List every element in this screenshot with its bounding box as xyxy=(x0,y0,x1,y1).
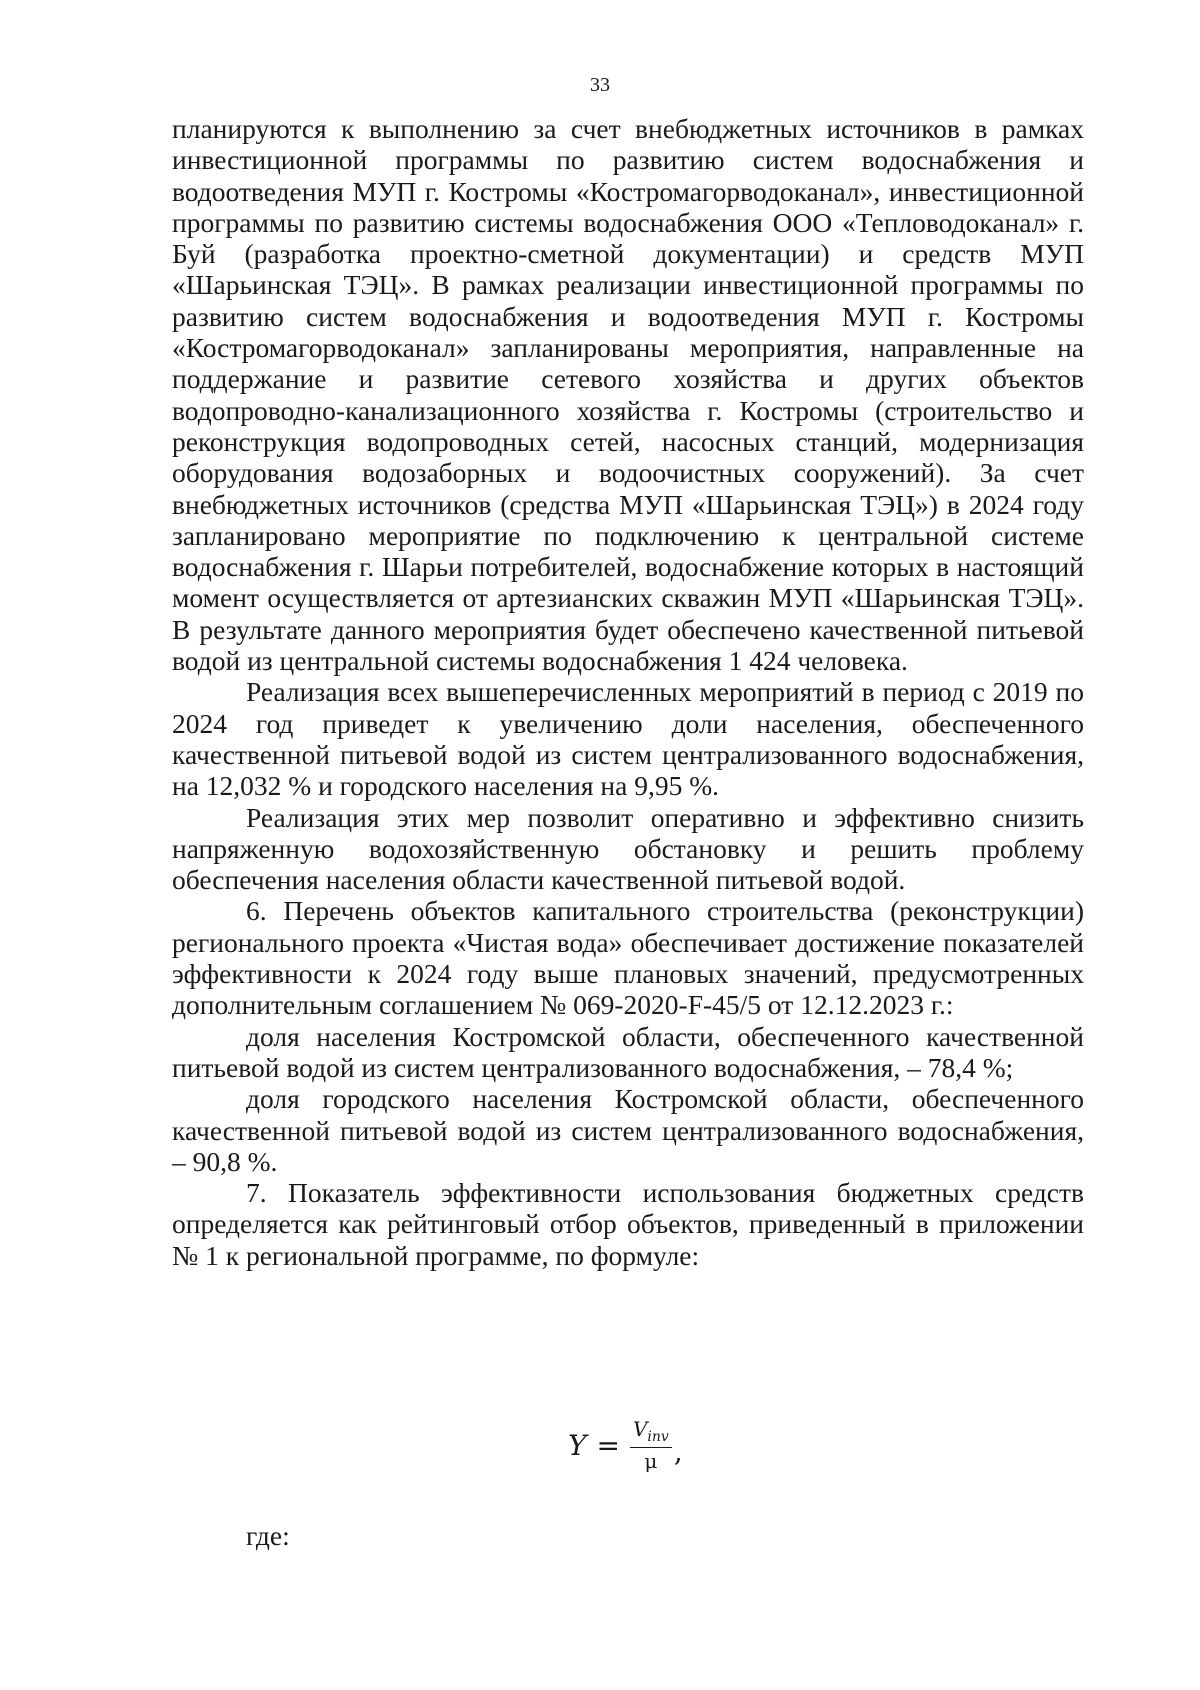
formula-denominator: μ xyxy=(644,1449,658,1474)
formula-trailing-comma: , xyxy=(673,1435,683,1469)
formula-fraction xyxy=(630,1418,672,1472)
paragraph-indicator-region: доля населения Костромской области, обеспеченного качественной питьевой водой из систем централизованного водоснабжения, – 78,4 %; xyxy=(172,1020,1084,1083)
paragraph-item-6: 6. Перечень объектов капитального строительства (реконструкции) регионального проекта «Чистая вода» обеспечивает достижение показателей эффективности к 2024 году выше плановых значений, предусмотренных дополнительным соглашением № 069-2020-F-45/5 от 12.12.2023 г.: xyxy=(172,895,1084,1021)
paragraph-item-7: 7. Показатель эффективности использования бюджетных средств определяется как рейтинговый отбор объектов, приведенный в приложении № 1 к региональной программе, по формуле: xyxy=(172,1177,1084,1271)
formula-numerator-symbol: V xyxy=(632,1417,648,1441)
body-text xyxy=(172,113,1084,1271)
paragraph-indicator-urban: доля городского населения Костромской области, обеспеченного качественной питьевой водой из систем централизованного водоснабжения, – 90,8 %. xyxy=(172,1083,1084,1177)
formula-lhs: Y xyxy=(568,1428,587,1462)
page-number: 33 xyxy=(590,74,610,96)
formula-numerator-subscript: inv xyxy=(647,1429,669,1445)
formula-equals: = xyxy=(596,1428,620,1462)
paragraph-continuation: планируются к выполнению за счет внебюджетных источников в рамках инвестиционной программы по развитию систем водоснабжения и водоотведения МУП г. Костромы «Костромагорводоканал», инвестиционной программы по развитию системы водоснабжения ООО «Тепловодоканал» г. Буй (разработка проектно-сметной документации) и средств МУП «Шарьинская ТЭЦ». В рамках реализации инвестиционной программы по развитию систем водоснабжения и водоотведения МУП г. Костромы «Костромагорводоканал» запланированы мероприятия, направленные на поддержание и развитие сетевого хозяйства и других объектов водопроводно-канализационного хозяйства г. Костромы (строительство и реконструкция водопроводных сетей, насосных станций, модернизация оборудования водозаборных и водоочистных сооружений). За счет внебюджетных источников (средства МУП «Шарьинская ТЭЦ») в 2024 году запланировано мероприятие по подключению к центральной системе водоснабжения г. Шарьи потребителей, водоснабжение которых в настоящий момент осуществляется от артезианских скважин МУП «Шарьинская ТЭЦ». В результате данного мероприятия будет обеспечено качественной питьевой водой из центральной системы водоснабжения 1 424 человека. xyxy=(172,113,1084,677)
where-label: где: xyxy=(246,1520,290,1551)
paragraph-results: Реализация всех вышеперечисленных мероприятий в период с 2019 по 2024 год приведет к увеличению доли населения, обеспеченного качественной питьевой водой из систем централизованного водоснабжения, на 12,032 % и городского населения на 9,95 %. xyxy=(172,676,1084,802)
formula-numerator xyxy=(630,1418,672,1448)
paragraph-measures: Реализация этих мер позволит оперативно и эффективно снизить напряженную водохозяйственную обстановку и решить проблему обеспечения населения области качественной питьевой водой. xyxy=(172,801,1084,896)
efficiency-formula xyxy=(568,1418,683,1472)
